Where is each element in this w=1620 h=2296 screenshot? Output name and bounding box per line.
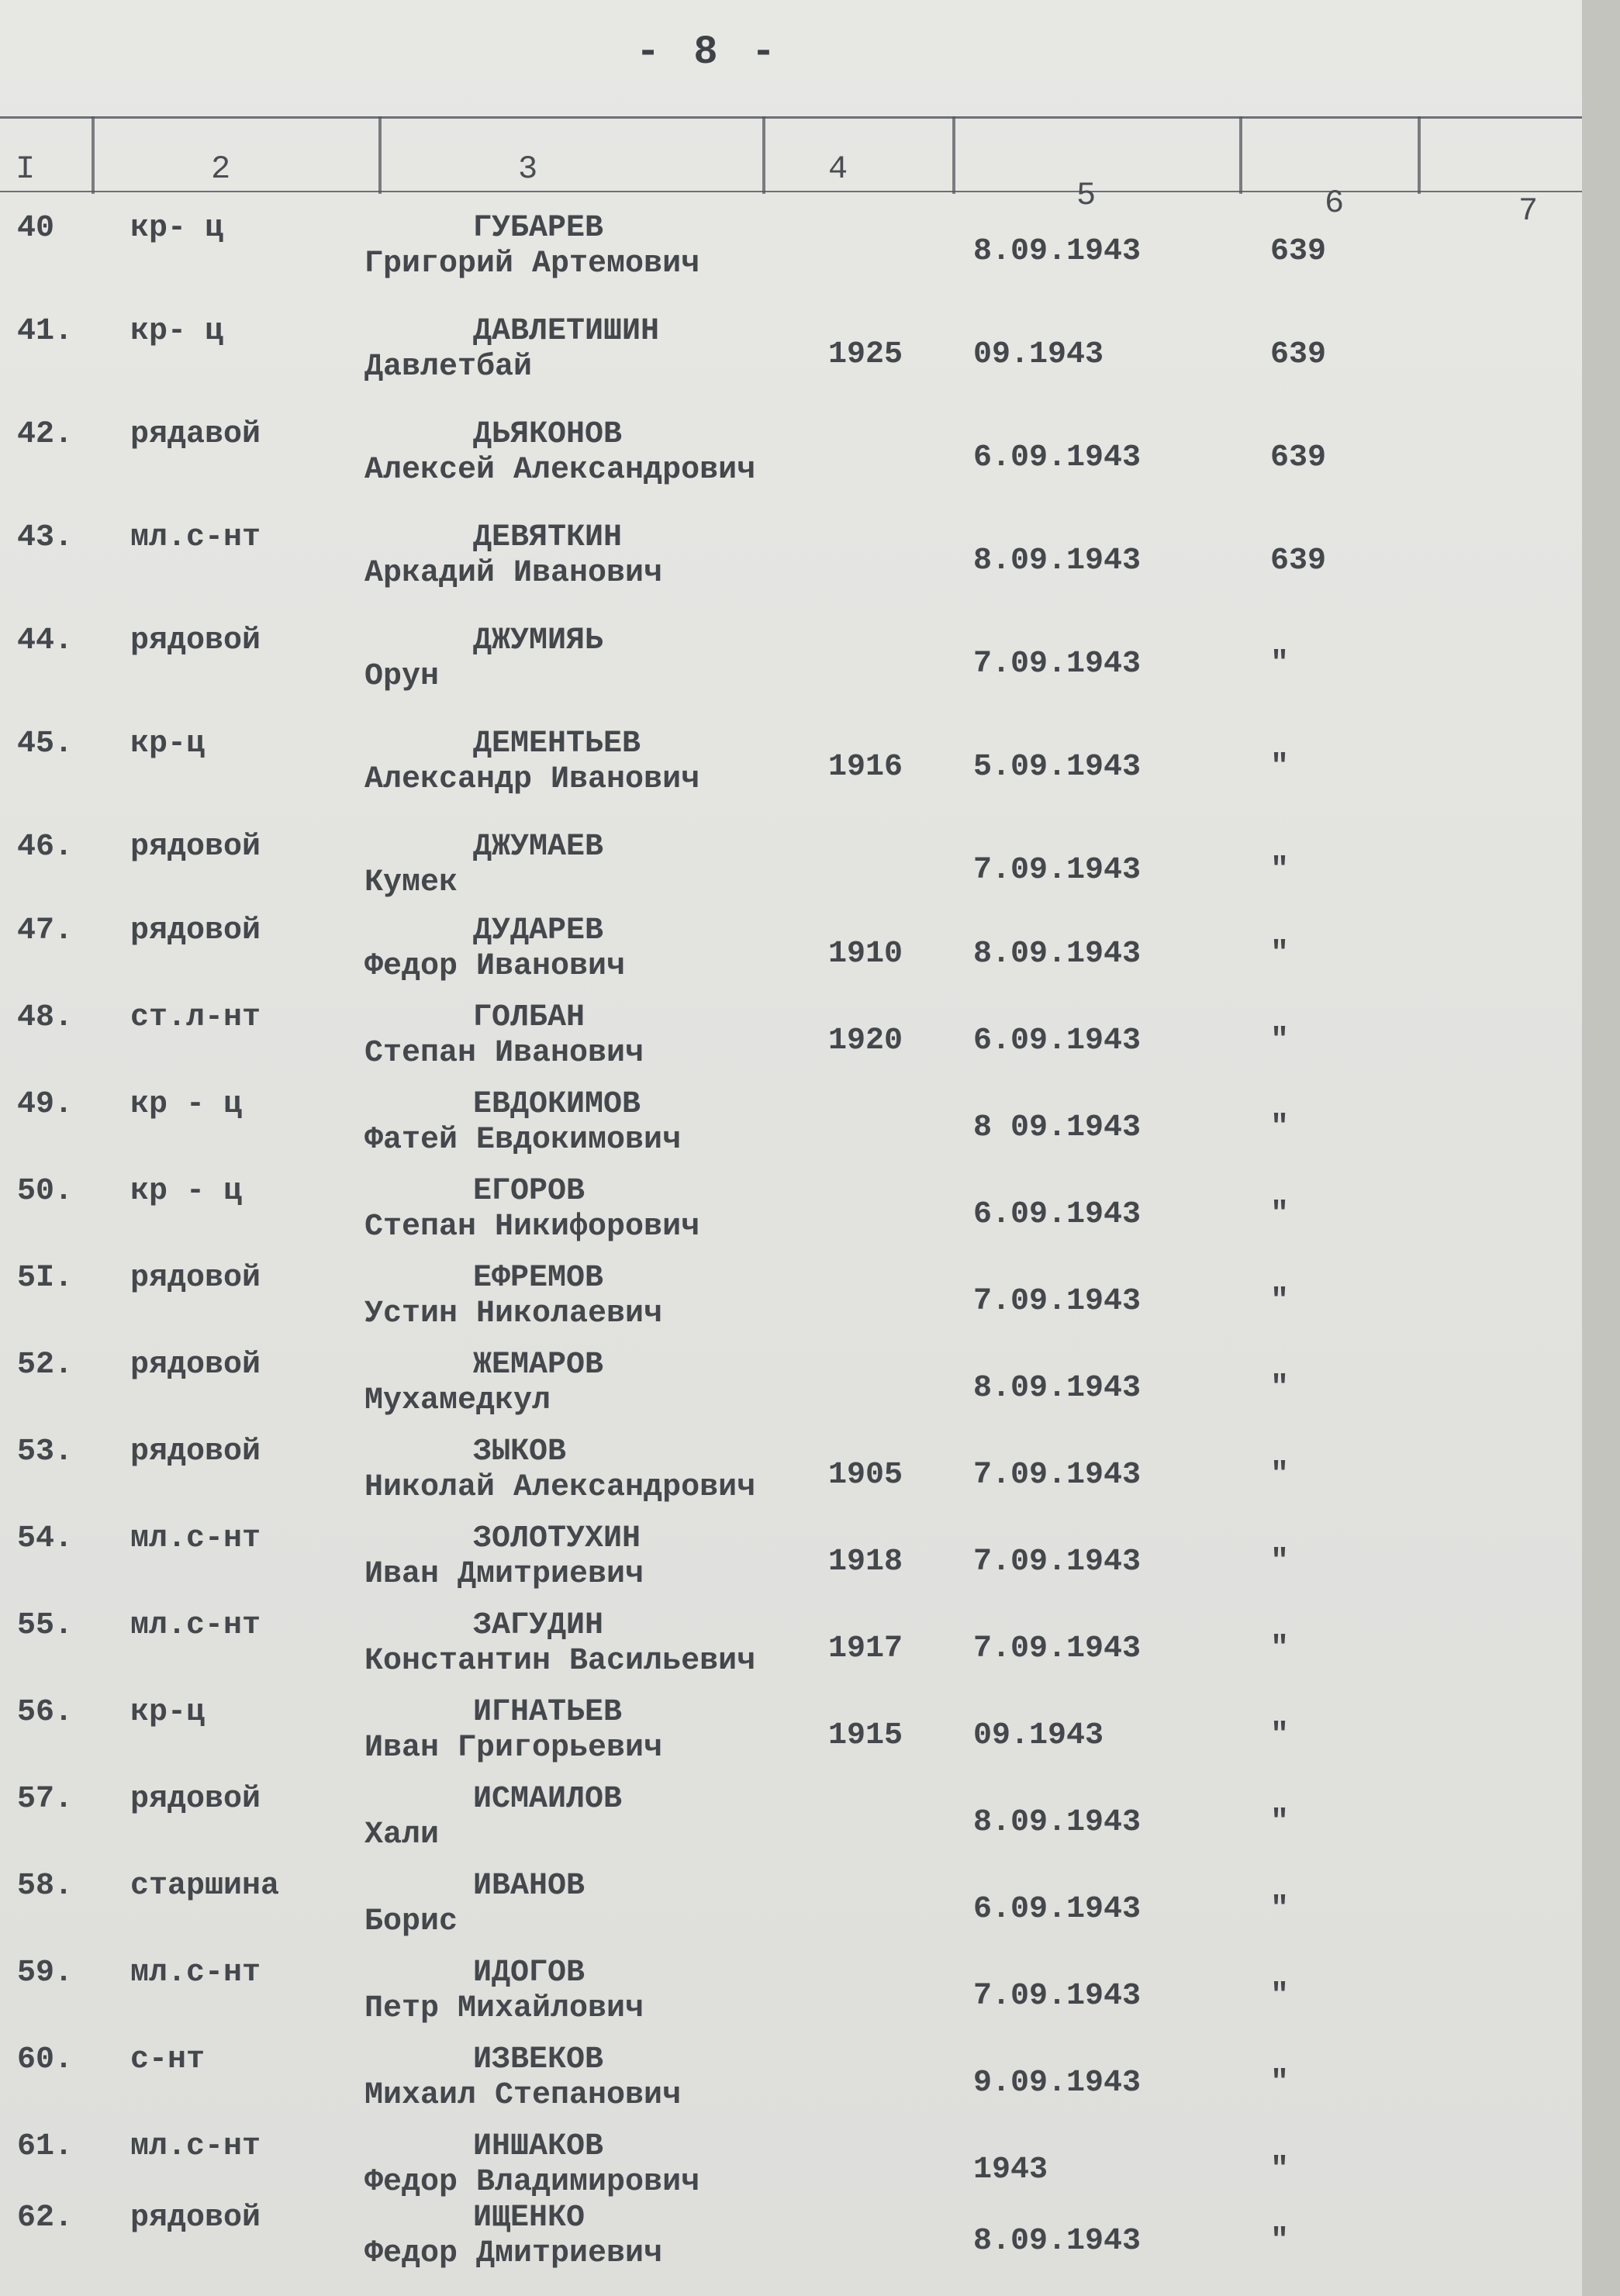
page-number: - 8 - [636,29,781,75]
record-given-name: Мухамедкул [364,1383,551,1418]
record-rank: рядовой [130,623,261,658]
record-given-name: Иван Григорьевич [364,1731,663,1766]
record-number: 40 [17,211,55,246]
record-surname: ИЗВЕКОВ [473,2042,604,2077]
record-rank: кр- ц [130,314,224,349]
table-row [0,520,1582,607]
page-edge [1582,0,1620,2296]
record-given-name: Хали [364,1818,440,1852]
record-rank: кр- ц [130,211,224,246]
record-surname: ДЬЯКОНОВ [473,417,623,452]
record-surname: ИВАНОВ [473,1869,585,1904]
record-rank: ст.л-нт [130,1000,261,1035]
record-col6: " [1270,1545,1290,1580]
record-number: 5I. [17,1261,74,1296]
record-birth-year: 1915 [828,1718,903,1753]
record-col6: 639 [1270,544,1327,578]
record-col6: " [1270,647,1290,682]
record-surname: ЕГОРОВ [473,1174,585,1209]
record-given-name: Петр Михайлович [364,1991,644,2026]
record-rank: рядовой [130,830,261,865]
record-surname: ДЕВЯТКИН [473,520,623,555]
record-rank: рядовой [130,1348,261,1383]
record-date: 7.09.1943 [973,853,1142,888]
column-separator [952,116,955,194]
record-rank: кр-ц [130,1695,206,1730]
record-number: 45. [17,727,74,761]
table-row [0,2201,1582,2287]
record-rank: мл.с-нт [130,2129,261,2164]
record-number: 42. [17,417,74,452]
table-row [0,1695,1582,1782]
table-row [0,211,1582,298]
column-header-4: 4 [828,150,848,188]
record-number: 47. [17,913,74,948]
record-date: 8.09.1943 [973,1805,1142,1840]
record-birth-year: 1916 [828,750,903,785]
record-given-name: Григорий Артемович [364,247,700,281]
record-rank: мл.с-нт [130,1608,261,1643]
table-row [0,1869,1582,1956]
record-date: 8.09.1943 [973,937,1142,972]
column-header-3: 3 [518,150,538,188]
column-separator [762,116,765,194]
record-rank: мл.с-нт [130,1956,261,1990]
record-rank: мл.с-нт [130,1521,261,1556]
record-rank: рядовой [130,1261,261,1296]
record-date: 6.09.1943 [973,1892,1142,1927]
record-surname: ИГНАТЬЕВ [473,1695,623,1730]
record-number: 60. [17,2042,74,2077]
record-date: 1943 [973,2153,1048,2187]
record-date: 9.09.1943 [973,2066,1142,2101]
record-given-name: Николай Александрович [364,1470,756,1505]
record-number: 52. [17,1348,74,1383]
record-surname: ЗЫКОВ [473,1435,567,1469]
table-row [0,1521,1582,1608]
record-col6: " [1270,1110,1290,1145]
record-surname: ИНШАКОВ [473,2129,604,2164]
record-birth-year: 1918 [828,1545,903,1580]
record-date: 8.09.1943 [973,544,1142,578]
record-rank: кр - ц [130,1087,243,1122]
record-surname: ЗАГУДИН [473,1608,604,1643]
record-number: 53. [17,1435,74,1469]
record-surname: ИЩЕНКО [473,2201,585,2236]
record-col6: " [1270,1979,1290,2014]
record-given-name: Иван Дмитриевич [364,1557,644,1592]
record-given-name: Федор Владимирович [364,2165,700,2200]
table-row [0,1261,1582,1348]
record-date: 7.09.1943 [973,1631,1142,1666]
record-date: 8.09.1943 [973,1371,1142,1406]
record-col6: " [1270,1718,1290,1753]
record-surname: ДЖУМАЕВ [473,830,604,865]
record-birth-year: 1920 [828,1024,903,1058]
record-col6: " [1270,1458,1290,1493]
record-col6: " [1270,1631,1290,1666]
record-date: 6.09.1943 [973,1197,1142,1232]
record-surname: ЖЕМАРОВ [473,1348,604,1383]
record-surname: ДАВЛЕТИШИН [473,314,660,349]
record-birth-year: 1925 [828,337,903,372]
record-surname: ИДОГОВ [473,1956,585,1990]
record-surname: ЕФРЕМОВ [473,1261,604,1296]
table-row [0,417,1582,504]
table-header-rule [0,191,1582,192]
column-separator [1239,116,1242,194]
record-surname: ГОЛБАН [473,1000,585,1035]
column-header-1: I [16,150,36,188]
record-number: 49. [17,1087,74,1122]
record-date: 7.09.1943 [973,1458,1142,1493]
record-number: 46. [17,830,74,865]
column-header-5: 5 [1076,177,1097,214]
table-top-rule [0,116,1582,119]
record-number: 62. [17,2201,74,2236]
table-row [0,623,1582,710]
table-row [0,1782,1582,1869]
column-separator [1418,116,1421,194]
record-number: 54. [17,1521,74,1556]
record-given-name: Орун [364,659,440,694]
record-date: 09.1943 [973,337,1104,372]
record-col6: " [1270,1892,1290,1927]
record-date: 8.09.1943 [973,234,1142,269]
record-date: 7.09.1943 [973,1979,1142,2014]
record-col6: " [1270,853,1290,888]
record-rank: кр-ц [130,727,206,761]
record-rank: мл.с-нт [130,520,261,555]
record-number: 61. [17,2129,74,2164]
record-birth-year: 1905 [828,1458,903,1493]
table-row [0,1348,1582,1435]
record-date: 6.09.1943 [973,1024,1142,1058]
record-rank: рядовой [130,2201,261,2236]
record-given-name: Константин Васильевич [364,1644,756,1679]
record-given-name: Алексей Александрович [364,453,756,488]
table-row [0,727,1582,813]
table-row [0,913,1582,1000]
record-rank: старшина [130,1869,280,1904]
record-surname: ЗОЛОТУХИН [473,1521,641,1556]
record-date: 7.09.1943 [973,1545,1142,1580]
record-number: 57. [17,1782,74,1817]
column-header-2: 2 [211,150,231,188]
record-surname: ДЖУМИЯЬ [473,623,604,658]
record-given-name: Михаил Степанович [364,2078,682,2113]
record-col6: " [1270,1805,1290,1840]
record-date: 8.09.1943 [973,2224,1142,2259]
column-separator [92,116,95,194]
record-number: 56. [17,1695,74,1730]
column-separator [378,116,382,194]
record-number: 41. [17,314,74,349]
record-number: 48. [17,1000,74,1035]
record-col6: 639 [1270,234,1327,269]
record-given-name: Федор Иванович [364,949,626,984]
record-rank: с-нт [130,2042,206,2077]
record-date: 7.09.1943 [973,647,1142,682]
record-date: 6.09.1943 [973,440,1142,475]
record-number: 50. [17,1174,74,1209]
record-given-name: Аркадий Иванович [364,556,663,591]
record-birth-year: 1917 [828,1631,903,1666]
record-number: 43. [17,520,74,555]
record-given-name: Фатей Евдокимович [364,1123,682,1158]
record-date: 5.09.1943 [973,750,1142,785]
record-col6: " [1270,937,1290,972]
record-given-name: Устин Николаевич [364,1296,663,1331]
table-row [0,1435,1582,1521]
record-number: 44. [17,623,74,658]
record-rank: рядовой [130,913,261,948]
record-given-name: Борис [364,1904,458,1939]
record-surname: ГУБАРЕВ [473,211,604,246]
record-col6: " [1270,750,1290,785]
record-rank: кр - ц [130,1174,243,1209]
record-given-name: Степан Иванович [364,1036,644,1071]
record-col6: 639 [1270,337,1327,372]
table-row [0,314,1582,401]
record-col6: " [1270,2153,1290,2187]
record-given-name: Давлетбай [364,350,533,385]
record-number: 55. [17,1608,74,1643]
record-col6: " [1270,1371,1290,1406]
record-col6: " [1270,1197,1290,1232]
record-surname: ИСМАИЛОВ [473,1782,623,1817]
table-row [0,830,1582,917]
record-birth-year: 1910 [828,937,903,972]
record-given-name: Александр Иванович [364,762,700,797]
record-date: 8 09.1943 [973,1110,1142,1145]
record-date: 7.09.1943 [973,1284,1142,1319]
record-number: 58. [17,1869,74,1904]
record-given-name: Кумек [364,865,458,900]
record-col6: " [1270,1024,1290,1058]
record-col6: 639 [1270,440,1327,475]
table-row [0,1956,1582,2042]
table-row [0,2042,1582,2129]
record-number: 59. [17,1956,74,1990]
record-col6: " [1270,1284,1290,1319]
record-rank: рядавой [130,417,261,452]
record-rank: рядовой [130,1435,261,1469]
record-surname: ДУДАРЕВ [473,913,604,948]
table-row [0,1174,1582,1261]
record-col6: " [1270,2224,1290,2259]
record-col6: " [1270,2066,1290,2101]
record-date: 09.1943 [973,1718,1104,1753]
record-surname: ЕВДОКИМОВ [473,1087,641,1122]
table-row [0,1608,1582,1695]
table-row [0,1087,1582,1174]
column-header-6: 6 [1325,185,1345,222]
record-given-name: Степан Никифорович [364,1210,700,1245]
column-header-7: 7 [1518,192,1539,230]
record-surname: ДЕМЕНТЬЕВ [473,727,641,761]
record-rank: рядовой [130,1782,261,1817]
table-row [0,1000,1582,1087]
record-given-name: Федор Дмитриевич [364,2236,663,2271]
